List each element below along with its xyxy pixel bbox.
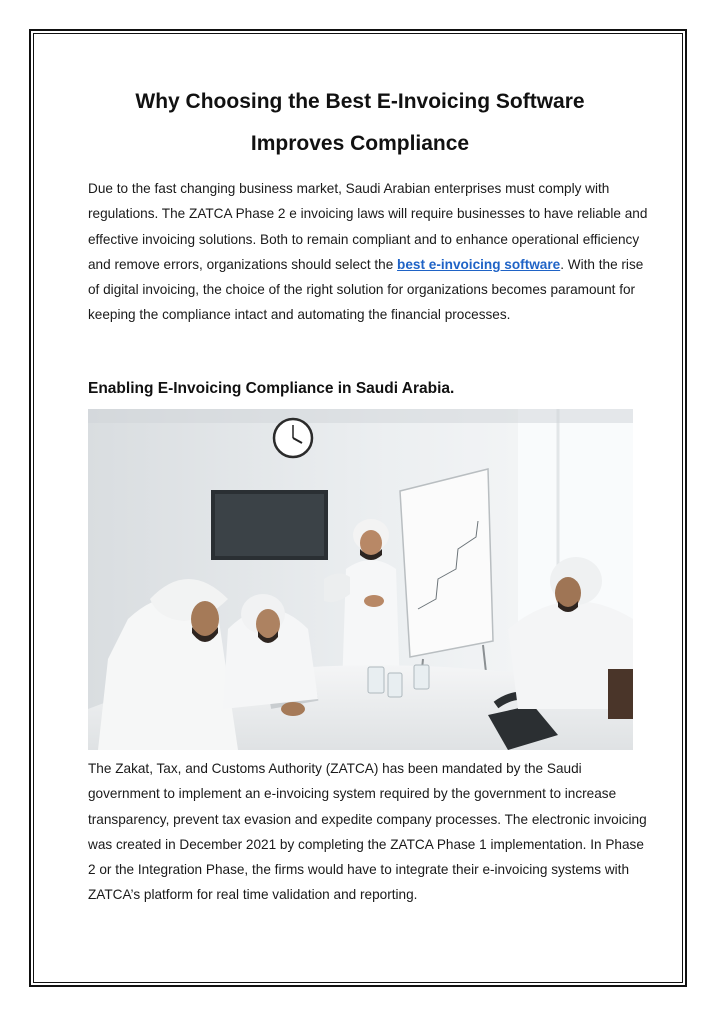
article-title-line-2: Improves Compliance xyxy=(250,132,470,155)
wall-clock xyxy=(274,419,312,457)
intro-text-after-link: . With the rise of digital invoicing, the choice of the right solution for organizations becomes paramount for keeping the compliance intact and automating the financial processes. xyxy=(88,256,644,323)
meeting-illustration xyxy=(88,409,633,750)
zatca-paragraph: The Zakat, Tax, and Customs Authority (ZATCA) has been mandated by the Saudi government to implement an e-invoicing system required by the government to increase transparency, prevent tax evasion and expedite company processes. The electronic invoicing was created in December 2021 by completing the ZATCA Phase 1 implementation. In Phase 2 or the Integration Phase, the firms would have to integrate their e-invoicing systems with ZATCA’s platform for real time validation and reporting. xyxy=(88,761,647,903)
intro-text-before-link: Due to the fast changing business market, Saudi Arabian enterprises must comply with regulations. The ZATCA Phase 2 e invoicing laws will require businesses to have reliable and effective invoicing solutions. Both to remain compliant and to enhance operational efficiency and remove errors, organizations should select the xyxy=(88,181,648,272)
intro-paragraph xyxy=(88,176,648,328)
best-einvoicing-software-link[interactable]: best e-invoicing software xyxy=(397,256,561,272)
article-title-line-1: Why Choosing the Best E-Invoicing Software xyxy=(135,90,585,113)
section-heading: Enabling E-Invoicing Compliance in Saudi Arabia. xyxy=(88,380,455,397)
meeting-photo xyxy=(88,409,633,750)
